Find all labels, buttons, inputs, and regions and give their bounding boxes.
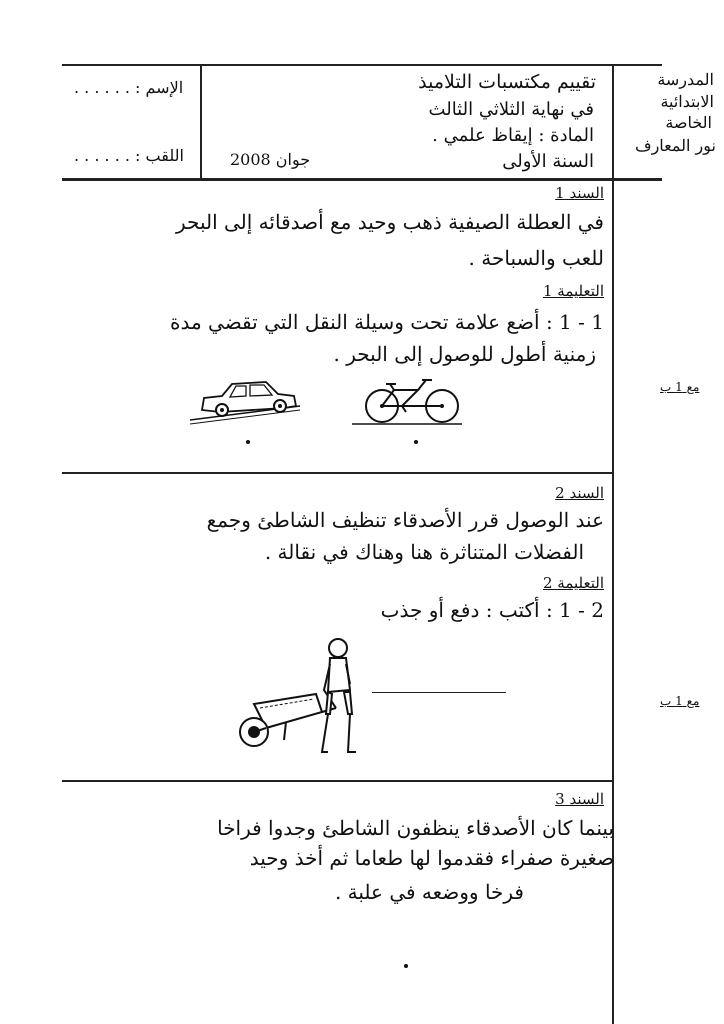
boy-wheelbarrow-icon <box>226 632 366 762</box>
sanad-3-label: السند 3 <box>555 790 604 808</box>
exam-term: في نهاية الثلاثي الثالث <box>428 99 594 120</box>
student-name-field[interactable]: الإسم : . . . . . . <box>74 78 184 97</box>
school-name-line-2: الابتدائية <box>660 92 714 111</box>
exam-title: تقييم مكتسبات التلاميذ <box>418 71 596 93</box>
task-1-line-1: 1 - 1 : أضع علامة تحت وسيلة النقل التي تقضي مدة <box>170 310 604 334</box>
sanad-1-line-1: في العطلة الصيفية ذهب وحيد مع أصدقائه إلى البحر <box>176 210 604 234</box>
sanad-3-line-1: بينما كان الأصدقاء ينظفون الشاطئ وجدوا فراخا <box>217 816 614 840</box>
header-top-border <box>62 64 662 66</box>
exam-level: السنة الأولى <box>502 151 594 172</box>
task-2-line-1: 2 - 1 : أكتب : دفع أو جذب <box>380 598 604 622</box>
header-bottom-border <box>62 178 662 181</box>
margin-line <box>612 178 614 1024</box>
sanad-2-label: السند 2 <box>555 484 604 502</box>
car-icon[interactable] <box>188 376 306 426</box>
section-1-divider <box>62 472 612 474</box>
page-mark-dot <box>404 964 408 968</box>
bicycle-answer-mark[interactable] <box>414 440 418 444</box>
student-surname-field[interactable]: اللقب : . . . . . . <box>74 146 184 165</box>
margin-note-2: مع 1 ب <box>660 694 700 708</box>
header-divider-right <box>612 64 614 180</box>
header-divider-left <box>200 64 202 180</box>
school-name-line-1: المدرسة <box>657 70 714 89</box>
sanad-2-line-2: الفضلات المتناثرة هنا وهناك في نقالة . <box>264 540 584 564</box>
school-name-line-3: الخاصة <box>665 113 712 132</box>
sanad-3-line-2: صغيرة صفراء فقدموا لها طعاما ثم أخذ وحيد <box>249 846 614 870</box>
sanad-2-line-1: عند الوصول قرر الأصدقاء تنظيف الشاطئ وجمع <box>206 508 604 532</box>
sanad-3-line-3: فرخا ووضعه في علبة . <box>334 880 524 904</box>
school-name-line-4: نور المعارف <box>634 136 716 155</box>
sanad-1-line-2: للعب والسباحة . <box>468 246 604 270</box>
exam-date: جوان 2008 <box>230 150 311 169</box>
task-2-label: التعليمة 2 <box>542 574 604 592</box>
task-2-answer-line[interactable] <box>372 692 506 693</box>
exam-subject: المادة : إيقاظ علمي . <box>432 125 594 146</box>
task-1-label: التعليمة 1 <box>542 282 604 300</box>
bicycle-icon[interactable] <box>348 372 466 428</box>
section-2-divider <box>62 780 612 782</box>
car-answer-mark[interactable] <box>246 440 250 444</box>
sanad-1-label: السند 1 <box>555 184 604 202</box>
margin-note-1: مع 1 ب <box>660 380 700 394</box>
task-1-line-2: زمنية أطول للوصول إلى البحر . <box>333 342 596 366</box>
